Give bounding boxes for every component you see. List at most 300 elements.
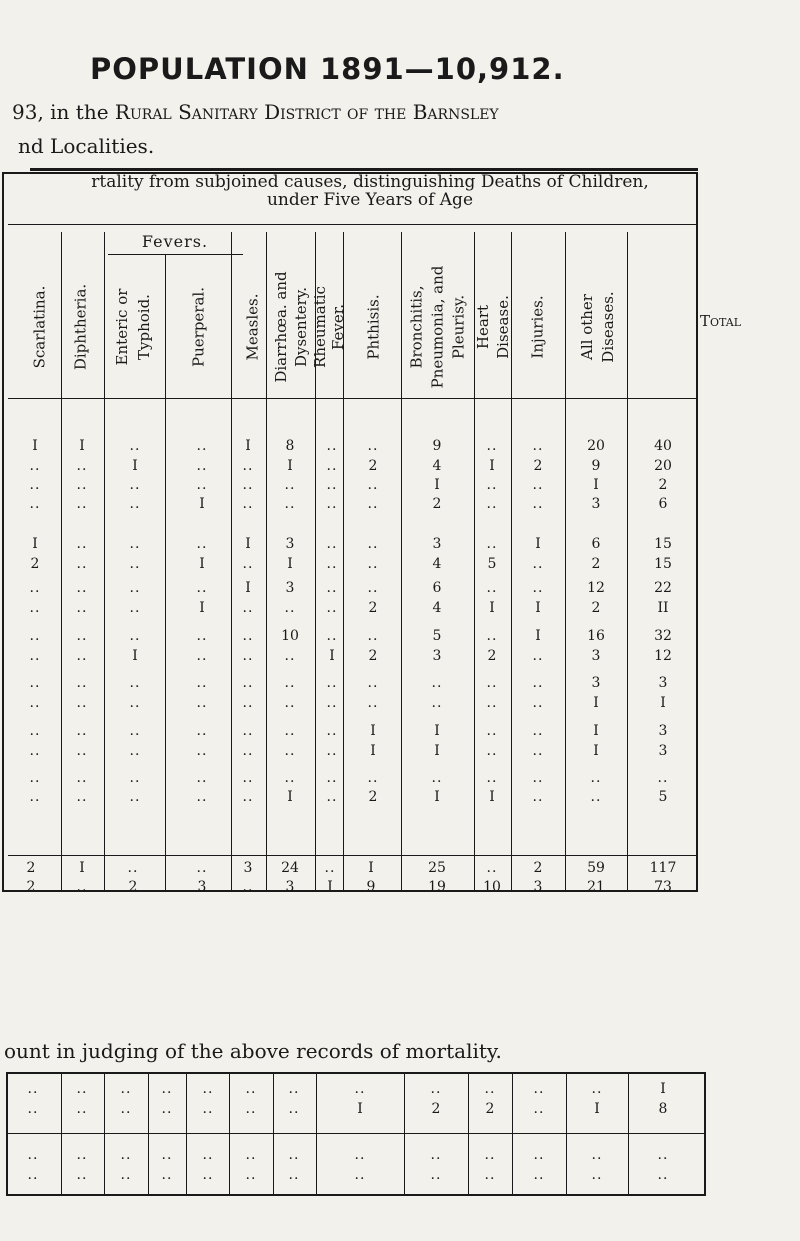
main-row-cell: 2 bbox=[432, 496, 442, 512]
lower-row-cell: .. bbox=[120, 1081, 132, 1097]
main-row-cell: .. bbox=[196, 723, 208, 739]
total-row-cell: 117 bbox=[649, 860, 677, 876]
main-row-cell: .. bbox=[129, 770, 141, 786]
main-row-cell: .. bbox=[532, 695, 544, 711]
main-row-cell: .. bbox=[242, 556, 254, 572]
main-row-cell: .. bbox=[242, 770, 254, 786]
main-row-cell: .. bbox=[196, 438, 208, 454]
main-row-cell: .. bbox=[196, 648, 208, 664]
main-row-cell: I bbox=[132, 648, 138, 664]
lower-row-cell: .. bbox=[120, 1167, 132, 1183]
main-row-cell: .. bbox=[242, 477, 254, 493]
main-row-cell: I bbox=[434, 789, 440, 805]
main-row-cell: .. bbox=[367, 580, 379, 596]
lower-row-cell: .. bbox=[27, 1101, 39, 1117]
main-row-cell: 16 bbox=[587, 628, 605, 644]
header-enteric: Enteric or Typhoid. bbox=[113, 288, 153, 366]
main-row-cell: .. bbox=[76, 770, 88, 786]
lower-row-cell: .. bbox=[288, 1101, 300, 1117]
main-row-cell: 2 bbox=[368, 458, 378, 474]
main-row-cell: 22 bbox=[654, 580, 672, 596]
main-row-cell: .. bbox=[76, 648, 88, 664]
main-row-cell: .. bbox=[486, 675, 498, 691]
main-row-cell: .. bbox=[129, 556, 141, 572]
main-row-cell: .. bbox=[29, 695, 41, 711]
main-row-cell: I bbox=[535, 628, 541, 644]
header-diphtheria: Diphtheria. bbox=[71, 283, 90, 371]
lower-row-cell: .. bbox=[120, 1101, 132, 1117]
main-row-cell: .. bbox=[196, 458, 208, 474]
col-rule bbox=[566, 1074, 567, 1194]
main-row-cell: .. bbox=[196, 628, 208, 644]
main-row-cell: I bbox=[370, 743, 376, 759]
lower-row-cell: .. bbox=[484, 1081, 496, 1097]
main-row-cell: .. bbox=[129, 496, 141, 512]
main-row-cell: 5 bbox=[432, 628, 442, 644]
lower-row-cell: 2 bbox=[431, 1101, 441, 1117]
main-row-cell: .. bbox=[326, 723, 338, 739]
main-row-cell: .. bbox=[129, 743, 141, 759]
lower-mid-rule bbox=[8, 1133, 704, 1134]
main-row-cell: .. bbox=[532, 580, 544, 596]
main-row-cell: .. bbox=[486, 580, 498, 596]
main-row-cell: 9 bbox=[591, 458, 601, 474]
main-row-cell: 3 bbox=[285, 580, 295, 596]
lower-row-cell: .. bbox=[202, 1167, 214, 1183]
main-row-cell: .. bbox=[326, 477, 338, 493]
main-row-cell: II bbox=[657, 600, 669, 616]
lower-row-cell: .. bbox=[76, 1147, 88, 1163]
main-row-cell: .. bbox=[486, 438, 498, 454]
main-row-cell: .. bbox=[431, 770, 443, 786]
main-row-cell: .. bbox=[284, 648, 296, 664]
main-row-cell: .. bbox=[367, 536, 379, 552]
col-rule bbox=[627, 232, 628, 890]
main-row-cell: 5 bbox=[658, 789, 668, 805]
main-row-cell: I bbox=[32, 536, 38, 552]
main-row-cell: 9 bbox=[432, 438, 442, 454]
main-row-cell: .. bbox=[532, 496, 544, 512]
total-row-cell: 73 bbox=[654, 879, 672, 895]
main-row-cell: .. bbox=[242, 789, 254, 805]
main-row-cell: .. bbox=[76, 723, 88, 739]
main-row-cell: .. bbox=[76, 628, 88, 644]
main-row-cell: I bbox=[79, 438, 85, 454]
main-row-cell: .. bbox=[532, 789, 544, 805]
main-row-cell: .. bbox=[76, 600, 88, 616]
main-row-cell: I bbox=[32, 438, 38, 454]
main-row-cell: .. bbox=[129, 536, 141, 552]
main-row-cell: .. bbox=[242, 723, 254, 739]
lower-row-cell: 2 bbox=[485, 1101, 495, 1117]
main-row-cell: I bbox=[245, 580, 251, 596]
main-row-cell: .. bbox=[196, 675, 208, 691]
total-row-cell: .. bbox=[242, 879, 254, 895]
main-row-cell: .. bbox=[532, 648, 544, 664]
main-row-cell: .. bbox=[29, 628, 41, 644]
population-heading: POPULATION 1891—10,912. bbox=[90, 52, 565, 86]
total-row-cell: .. bbox=[196, 860, 208, 876]
localities-line: nd Localities. bbox=[18, 134, 155, 158]
main-row-cell: .. bbox=[129, 628, 141, 644]
main-row-cell: .. bbox=[326, 458, 338, 474]
main-row-cell: .. bbox=[326, 770, 338, 786]
lower-row-cell: .. bbox=[288, 1147, 300, 1163]
main-row-cell: .. bbox=[326, 536, 338, 552]
header-puerperal: Puerperal. bbox=[189, 287, 208, 367]
main-row-cell: .. bbox=[29, 675, 41, 691]
main-row-cell: 2 bbox=[368, 648, 378, 664]
main-row-cell: .. bbox=[129, 695, 141, 711]
total-row-cell: .. bbox=[127, 860, 139, 876]
lower-row-cell: .. bbox=[591, 1167, 603, 1183]
lower-row-cell: .. bbox=[76, 1101, 88, 1117]
main-row-cell: .. bbox=[486, 536, 498, 552]
main-row-cell: .. bbox=[326, 628, 338, 644]
lower-row-cell: .. bbox=[76, 1167, 88, 1183]
main-row-cell: 4 bbox=[432, 600, 442, 616]
main-row-cell: I bbox=[287, 556, 293, 572]
table-caption bbox=[10, 173, 730, 209]
main-row-cell: .. bbox=[29, 743, 41, 759]
main-row-cell: 40 bbox=[654, 438, 672, 454]
lower-row-cell: .. bbox=[354, 1081, 366, 1097]
lower-row-cell: .. bbox=[430, 1147, 442, 1163]
lower-row-cell: .. bbox=[245, 1147, 257, 1163]
main-row-cell: 32 bbox=[654, 628, 672, 644]
lower-row-cell: .. bbox=[288, 1167, 300, 1183]
main-row-cell: 2 bbox=[591, 556, 601, 572]
main-row-cell: 8 bbox=[285, 438, 295, 454]
lower-row-cell: .. bbox=[202, 1101, 214, 1117]
main-row-cell: 2 bbox=[658, 477, 668, 493]
total-row-cell: 19 bbox=[428, 879, 446, 895]
main-row-cell: .. bbox=[486, 477, 498, 493]
lower-row-cell: .. bbox=[657, 1167, 669, 1183]
header-top-rule bbox=[8, 224, 698, 225]
main-row-cell: .. bbox=[431, 675, 443, 691]
main-row-cell: I bbox=[535, 536, 541, 552]
main-row-cell: 6 bbox=[432, 580, 442, 596]
lower-row-cell: .. bbox=[484, 1147, 496, 1163]
header-all-other: All other Diseases. bbox=[578, 291, 617, 363]
main-row-cell: .. bbox=[76, 695, 88, 711]
lower-row-cell: I bbox=[660, 1081, 666, 1097]
main-row-cell: .. bbox=[284, 477, 296, 493]
main-row-cell: .. bbox=[196, 536, 208, 552]
main-row-cell: .. bbox=[532, 556, 544, 572]
lower-row-cell: .. bbox=[161, 1167, 173, 1183]
lower-row-cell: .. bbox=[288, 1081, 300, 1097]
main-row-cell: .. bbox=[129, 675, 141, 691]
district-line bbox=[12, 100, 499, 124]
main-row-cell: .. bbox=[326, 695, 338, 711]
main-row-cell: 6 bbox=[658, 496, 668, 512]
total-row-cell: .. bbox=[486, 860, 498, 876]
main-row-cell: .. bbox=[486, 695, 498, 711]
main-row-cell: .. bbox=[284, 695, 296, 711]
lower-row-cell: .. bbox=[245, 1101, 257, 1117]
main-row-cell: .. bbox=[129, 580, 141, 596]
header-phthisis: Phthisis. bbox=[364, 294, 383, 360]
main-row-cell: .. bbox=[129, 789, 141, 805]
total-row-cell: I bbox=[79, 860, 85, 876]
header-bottom-rule bbox=[8, 398, 698, 399]
header-rheumatic: Rheumatic Fever. bbox=[311, 286, 347, 368]
main-row-cell: .. bbox=[29, 723, 41, 739]
main-row-cell: 3 bbox=[285, 536, 295, 552]
lower-row-cell: .. bbox=[27, 1167, 39, 1183]
main-row-cell: 3 bbox=[432, 648, 442, 664]
main-row-cell: I bbox=[593, 695, 599, 711]
main-row-cell: .. bbox=[29, 648, 41, 664]
main-row-cell: 3 bbox=[658, 723, 668, 739]
main-row-cell: .. bbox=[367, 477, 379, 493]
lower-row-cell: .. bbox=[591, 1147, 603, 1163]
main-row-cell: .. bbox=[242, 695, 254, 711]
total-row-cell: 2 bbox=[533, 860, 543, 876]
header-diarrhoea: Diarrhœa. and Dysentery. bbox=[272, 271, 310, 383]
main-row-cell: .. bbox=[326, 600, 338, 616]
caption-line-1: rtality from subjoined causes, distinguishing Deaths of Children, bbox=[91, 172, 649, 192]
main-row-cell: I bbox=[199, 556, 205, 572]
main-row-cell: .. bbox=[367, 695, 379, 711]
total-row-cell: I bbox=[368, 860, 374, 876]
lower-row-cell: .. bbox=[202, 1081, 214, 1097]
main-row-cell: .. bbox=[196, 743, 208, 759]
main-row-cell: .. bbox=[367, 628, 379, 644]
main-row-cell: 15 bbox=[654, 536, 672, 552]
header-measles: Measles. bbox=[243, 293, 262, 361]
main-row-cell: .. bbox=[326, 438, 338, 454]
main-row-cell: 3 bbox=[591, 496, 601, 512]
main-row-cell: .. bbox=[326, 789, 338, 805]
main-row-cell: .. bbox=[129, 600, 141, 616]
lower-row-cell: .. bbox=[430, 1167, 442, 1183]
top-rule bbox=[30, 168, 698, 171]
main-row-cell: .. bbox=[76, 556, 88, 572]
lower-row-cell: .. bbox=[533, 1147, 545, 1163]
main-row-cell: I bbox=[535, 600, 541, 616]
main-row-cell: .. bbox=[76, 458, 88, 474]
lower-row-cell: .. bbox=[120, 1147, 132, 1163]
header-scarlatina: Scarlatina. bbox=[30, 285, 49, 369]
lower-row-cell: .. bbox=[533, 1101, 545, 1117]
totals-rule bbox=[8, 855, 698, 856]
lower-row-cell: .. bbox=[354, 1147, 366, 1163]
main-row-cell: I bbox=[434, 723, 440, 739]
main-row-cell: 12 bbox=[587, 580, 605, 596]
lower-row-cell: .. bbox=[245, 1081, 257, 1097]
header-heart: Heart Disease. bbox=[474, 295, 512, 359]
main-row-cell: I bbox=[593, 723, 599, 739]
main-row-cell: .. bbox=[532, 477, 544, 493]
main-row-cell: .. bbox=[29, 789, 41, 805]
lower-row-cell: .. bbox=[27, 1147, 39, 1163]
main-row-cell: I bbox=[287, 458, 293, 474]
caption-line-2: under Five Years of Age bbox=[266, 190, 474, 210]
main-row-cell: .. bbox=[590, 770, 602, 786]
main-row-cell: .. bbox=[29, 458, 41, 474]
main-row-cell: .. bbox=[76, 675, 88, 691]
lower-row-cell: .. bbox=[354, 1167, 366, 1183]
main-row-cell: .. bbox=[486, 628, 498, 644]
main-row-cell: .. bbox=[196, 789, 208, 805]
col-rule bbox=[628, 1074, 629, 1194]
total-row-cell: 25 bbox=[428, 860, 446, 876]
main-row-cell: 2 bbox=[533, 458, 543, 474]
main-row-cell: I bbox=[370, 723, 376, 739]
main-row-cell: .. bbox=[532, 675, 544, 691]
main-row-cell: 4 bbox=[432, 556, 442, 572]
main-row-cell: .. bbox=[284, 723, 296, 739]
main-row-cell: 2 bbox=[368, 600, 378, 616]
lower-row-cell: .. bbox=[484, 1167, 496, 1183]
main-row-cell: .. bbox=[486, 723, 498, 739]
total-row-cell: .. bbox=[324, 860, 336, 876]
lower-row-cell: .. bbox=[533, 1167, 545, 1183]
total-row-cell: 9 bbox=[366, 879, 376, 895]
total-row-cell: .. bbox=[76, 879, 88, 895]
main-row-cell: .. bbox=[76, 496, 88, 512]
fevers-rule bbox=[108, 254, 243, 255]
main-row-cell: 2 bbox=[30, 556, 40, 572]
main-row-cell: .. bbox=[326, 743, 338, 759]
lower-row-cell: .. bbox=[161, 1147, 173, 1163]
main-row-cell: .. bbox=[367, 438, 379, 454]
main-row-cell: I bbox=[329, 648, 335, 664]
lower-row-cell: .. bbox=[161, 1081, 173, 1097]
total-row-cell: 24 bbox=[281, 860, 299, 876]
main-row-cell: .. bbox=[367, 556, 379, 572]
main-row-cell: 2 bbox=[487, 648, 497, 664]
total-row-cell: 3 bbox=[533, 879, 543, 895]
main-row-cell: 3 bbox=[591, 675, 601, 691]
main-row-cell: .. bbox=[326, 580, 338, 596]
total-row-cell: 59 bbox=[587, 860, 605, 876]
main-row-cell: .. bbox=[129, 438, 141, 454]
main-row-cell: I bbox=[199, 496, 205, 512]
main-row-cell: .. bbox=[76, 580, 88, 596]
main-row-cell: 10 bbox=[281, 628, 299, 644]
total-row-cell: 10 bbox=[483, 879, 501, 895]
lower-row-cell: 8 bbox=[658, 1101, 668, 1117]
col-rule bbox=[565, 232, 566, 890]
main-row-cell: .. bbox=[29, 496, 41, 512]
main-row-cell: 15 bbox=[654, 556, 672, 572]
main-row-cell: I bbox=[245, 438, 251, 454]
main-row-cell: .. bbox=[326, 675, 338, 691]
main-row-cell: .. bbox=[367, 496, 379, 512]
main-row-cell: 12 bbox=[654, 648, 672, 664]
lower-row-cell: .. bbox=[202, 1147, 214, 1163]
total-row-cell: 21 bbox=[587, 879, 605, 895]
main-row-cell: .. bbox=[657, 770, 669, 786]
header-total: Total bbox=[700, 312, 742, 330]
main-row-cell: I bbox=[660, 695, 666, 711]
header-injuries: Injuries. bbox=[528, 295, 547, 359]
lower-row-cell: .. bbox=[76, 1081, 88, 1097]
main-row-cell: 3 bbox=[591, 648, 601, 664]
col-rule bbox=[404, 1074, 405, 1194]
total-row-cell: 3 bbox=[197, 879, 207, 895]
main-row-cell: I bbox=[434, 477, 440, 493]
lower-row-cell: I bbox=[594, 1101, 600, 1117]
main-row-cell: .. bbox=[29, 600, 41, 616]
main-row-cell: .. bbox=[29, 770, 41, 786]
main-row-cell: .. bbox=[532, 438, 544, 454]
main-row-cell: .. bbox=[284, 743, 296, 759]
main-row-cell: 20 bbox=[654, 458, 672, 474]
main-row-cell: .. bbox=[242, 496, 254, 512]
main-row-cell: I bbox=[434, 743, 440, 759]
col-rule bbox=[401, 232, 402, 890]
district-prefix: 93, in the bbox=[12, 100, 115, 124]
main-row-cell: 6 bbox=[591, 536, 601, 552]
total-row-cell: 2 bbox=[26, 879, 36, 895]
total-row-cell: 2 bbox=[26, 860, 36, 876]
main-row-cell: 2 bbox=[368, 789, 378, 805]
main-row-cell: I bbox=[593, 743, 599, 759]
main-row-cell: I bbox=[287, 789, 293, 805]
col-rule bbox=[165, 254, 166, 890]
main-row-cell: .. bbox=[590, 789, 602, 805]
main-row-cell: .. bbox=[486, 743, 498, 759]
main-row-cell: .. bbox=[532, 723, 544, 739]
total-row-cell: 3 bbox=[285, 879, 295, 895]
main-row-cell: .. bbox=[129, 477, 141, 493]
total-row-cell: 2 bbox=[128, 879, 138, 895]
main-row-cell: I bbox=[593, 477, 599, 493]
main-row-cell: .. bbox=[76, 536, 88, 552]
lower-row-cell: .. bbox=[27, 1081, 39, 1097]
main-row-cell: .. bbox=[196, 770, 208, 786]
main-row-cell: .. bbox=[196, 477, 208, 493]
main-row-cell: .. bbox=[326, 496, 338, 512]
main-row-cell: .. bbox=[242, 743, 254, 759]
main-row-cell: .. bbox=[242, 675, 254, 691]
main-row-cell: .. bbox=[242, 600, 254, 616]
main-row-cell: .. bbox=[242, 458, 254, 474]
main-row-cell: .. bbox=[532, 770, 544, 786]
main-row-cell: .. bbox=[129, 723, 141, 739]
main-row-cell: I bbox=[489, 458, 495, 474]
main-row-cell: .. bbox=[242, 628, 254, 644]
main-row-cell: I bbox=[132, 458, 138, 474]
district-name: Rural Sanitary District of the Barnsley bbox=[114, 100, 499, 124]
main-row-cell: .. bbox=[367, 770, 379, 786]
main-row-cell: I bbox=[199, 600, 205, 616]
main-row-cell: 20 bbox=[587, 438, 605, 454]
lower-row-cell: .. bbox=[430, 1081, 442, 1097]
header-bronchitis: Bronchitis, Pneumonia, and Pleurisy. bbox=[407, 265, 468, 389]
main-row-cell: .. bbox=[242, 648, 254, 664]
main-row-cell: .. bbox=[486, 770, 498, 786]
main-row-cell: .. bbox=[367, 675, 379, 691]
main-row-cell: .. bbox=[196, 580, 208, 596]
main-row-cell: .. bbox=[29, 580, 41, 596]
total-row-cell: 3 bbox=[243, 860, 253, 876]
main-row-cell: .. bbox=[196, 695, 208, 711]
main-row-cell: .. bbox=[284, 675, 296, 691]
main-row-cell: 2 bbox=[591, 600, 601, 616]
main-row-cell: .. bbox=[284, 600, 296, 616]
main-row-cell: .. bbox=[284, 496, 296, 512]
main-row-cell: 3 bbox=[658, 675, 668, 691]
main-row-cell: .. bbox=[76, 789, 88, 805]
main-row-cell: .. bbox=[326, 556, 338, 572]
main-row-cell: 3 bbox=[658, 743, 668, 759]
